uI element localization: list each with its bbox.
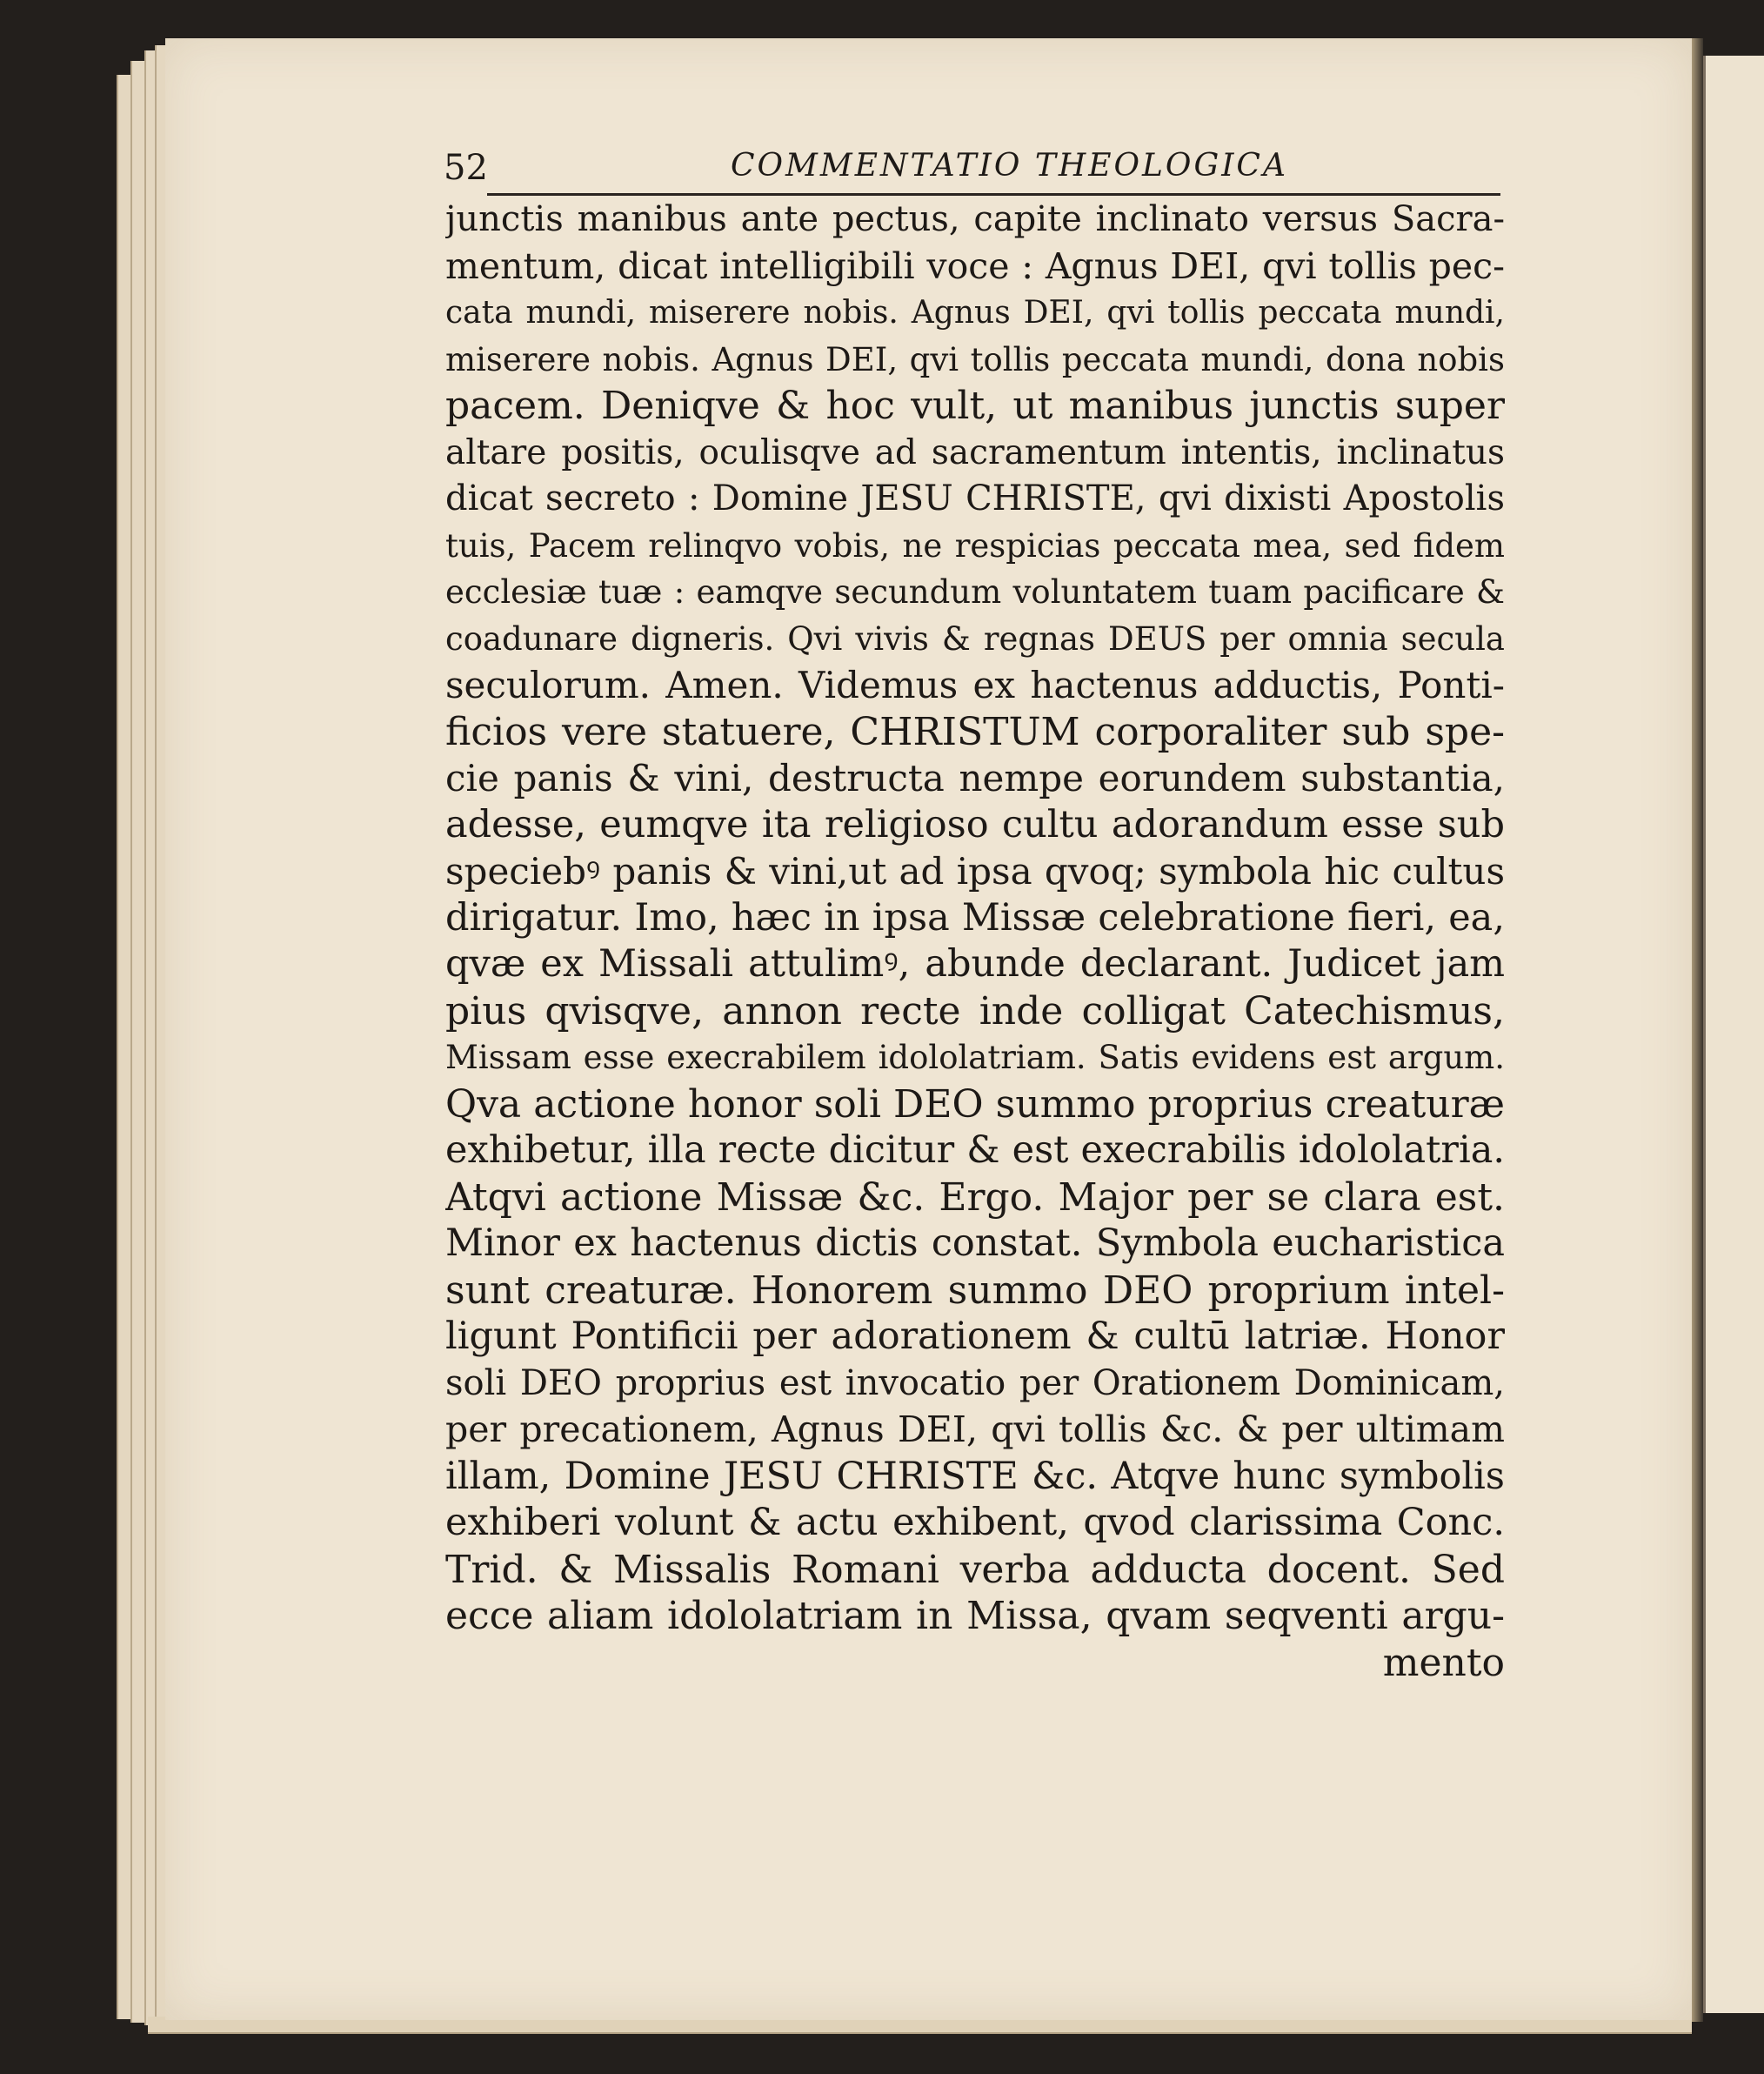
text-line: ecce aliam idololatriam in Missa, qvam seqventi argu- (445, 1594, 1505, 1638)
text-line: illam, Domine JESU CHRISTE &c. Atqve hunc symbolis (445, 1454, 1505, 1498)
running-head: COMMENTATIO THEOLOGICA (731, 148, 1288, 184)
page-header (444, 148, 1500, 197)
text-line: cata mundi, miserere nobis. Agnus DEI, qvi tollis peccata mundi, (445, 295, 1505, 331)
text-line: sunt creaturæ. Honorem summo DEO proprium intel- (445, 1268, 1505, 1313)
text-line: pacem. Deniqve & hoc vult, ut manibus junctis super (445, 384, 1505, 428)
text-line: miserere nobis. Agnus DEI, qvi tollis peccata mundi, dona nobis (445, 340, 1505, 378)
text-line: ecclesiæ tuæ : eamqve secundum voluntatem tuam pacificare & (445, 573, 1505, 611)
page-number: 52 (444, 148, 488, 188)
text-line: cie panis & vini, destructa nempe eorundem substantia, (445, 757, 1505, 799)
facing-page (1703, 56, 1764, 2013)
text-line: ligunt Pontificii per adorationem & cultū latriæ. Honor (445, 1315, 1505, 1358)
catchword: mento (1382, 1640, 1505, 1685)
text-line: Trid. & Missalis Romani verba adducta docent. Sed (445, 1547, 1505, 1592)
header-rule (487, 193, 1500, 196)
text-line: coadunare digneris. Qvi vivis & regnas DEUS per omnia secula (445, 619, 1505, 658)
text-line: Missam esse execrabilem idololatriam. Satis evidens est argum. (445, 1039, 1505, 1076)
text-line: dirigatur. Imo, hæc in ipsa Missæ celebratione fieri, ea, (445, 895, 1505, 940)
book-gutter (1692, 38, 1703, 2022)
text-line: exhiberi volunt & actu exhibent, qvod clarissima Conc. (445, 1501, 1505, 1544)
text-line: speciebꝰ panis & vini,ut ad ipsa qvoq; symbola hic cultus (445, 850, 1505, 893)
text-line: junctis manibus ante pectus, capite inclinato versus Sacra- (445, 199, 1505, 239)
text-line: ficios vere statuere, CHRISTUM corporaliter sub spe- (445, 709, 1505, 754)
text-line: adesse, eumqve ita religioso cultu adorandum esse sub (445, 802, 1505, 846)
text-line: dicat secreto : Domine JESU CHRISTE, qvi dixisti Apostolis (445, 478, 1505, 518)
text-line: seculorum. Amen. Videmus ex hactenus adductis, Ponti- (445, 664, 1505, 706)
text-line: qvæ ex Missali attulimꝰ, abunde declarant. Judicet jam (445, 942, 1505, 986)
text-line: mentum, dicat intelligibili voce : Agnus DEI, qvi tollis pec- (445, 244, 1505, 287)
text-line: pius qvisqve, annon recte inde colligat Catechismus, (445, 988, 1505, 1034)
text-line: exhibetur, illa recte dicitur & est execrabilis idololatria. (445, 1128, 1505, 1172)
text-line: soli DEO proprius est invocatio per Orationem Dominicam, (445, 1362, 1505, 1403)
body-text (445, 197, 1505, 1686)
text-line: tuis, Pacem relinqvo vobis, ne respicias peccata mea, sed fidem (445, 526, 1505, 565)
text-line: per precationem, Agnus DEI, qvi tollis &c. & per ultimam (445, 1408, 1505, 1450)
text-line: Qva actione honor soli DEO summo proprius creaturæ (445, 1081, 1505, 1127)
text-line: Minor ex hactenus dictis constat. Symbola eucharistica (445, 1221, 1505, 1265)
text-line: Atqvi actione Missæ &c. Ergo. Major per se clara est. (445, 1174, 1505, 1220)
text-line: altare positis, oculisqve ad sacramentum intentis, inclinatus (445, 432, 1505, 472)
